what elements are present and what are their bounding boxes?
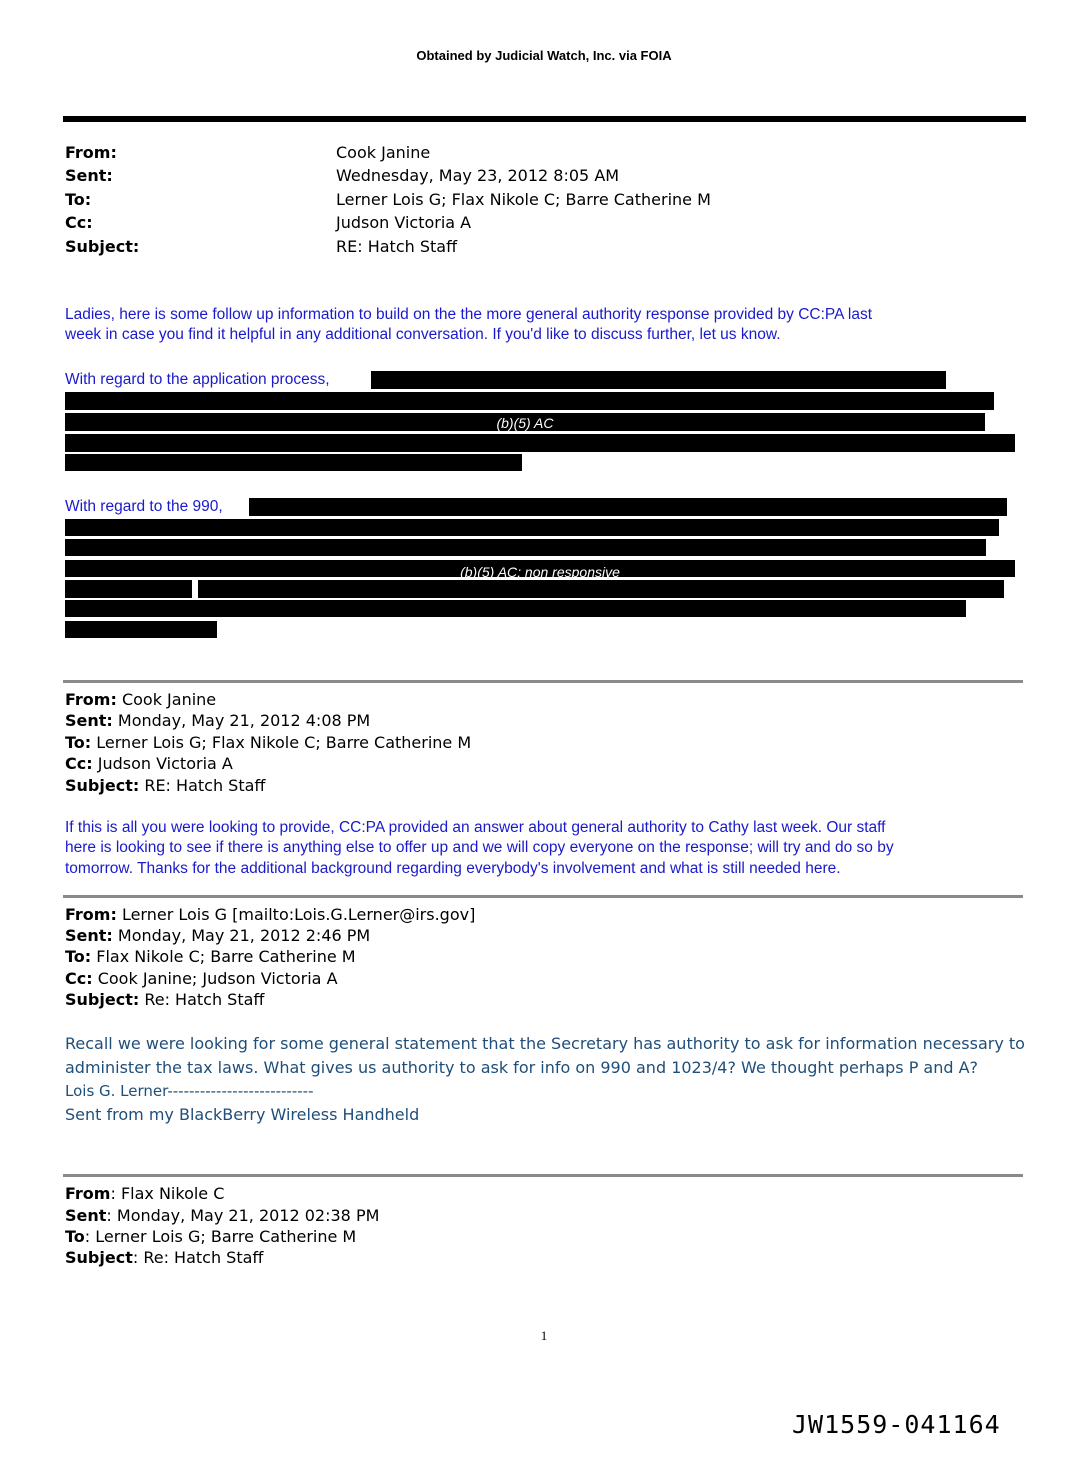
email3-body-line2: administer the tax laws. What gives us authority to ask for info on 990 and 1023/4? We thought perhaps P and A? bbox=[65, 1058, 979, 1077]
email4-to: To: Lerner Lois G; Barre Catherine M bbox=[65, 1227, 357, 1246]
email-divider bbox=[63, 1174, 1023, 1177]
email3-from: From: Lerner Lois G [mailto:Lois.G.Lerner@irs.gov] bbox=[65, 905, 476, 924]
redaction-block bbox=[65, 434, 1015, 452]
redaction-block bbox=[371, 371, 946, 389]
cc-value: Judson Victoria A bbox=[336, 213, 472, 232]
email3-to: To: Flax Nikole C; Barre Catherine M bbox=[65, 947, 356, 966]
to-value: Lerner Lois G; Flax Nikole C; Barre Catherine M bbox=[336, 190, 711, 209]
email1-intro-line2: week in case you find it helpful in any additional conversation. If you'd like to discuss further, let us know. bbox=[65, 326, 781, 343]
redaction-block bbox=[65, 600, 966, 617]
redaction-label: (b)(5) AC; non responsive bbox=[460, 564, 620, 580]
email1-intro-line1: Ladies, here is some follow up information to build on the the more general authority response provided by CC:PA last bbox=[65, 306, 873, 323]
from-value: Cook Janine bbox=[336, 143, 431, 162]
email4-from: From: Flax Nikole C bbox=[65, 1184, 225, 1203]
email2-body-line3: tomorrow. Thanks for the additional background regarding everybody's involvement and what is still needed here. bbox=[65, 860, 841, 877]
redaction-block bbox=[65, 539, 986, 556]
email3-sent: Sent: Monday, May 21, 2012 2:46 PM bbox=[65, 926, 371, 945]
email1-para2-start: With regard to the 990, bbox=[65, 498, 223, 515]
redaction-block bbox=[65, 454, 522, 471]
subject-value: RE: Hatch Staff bbox=[336, 237, 458, 256]
redaction-block-labeled bbox=[65, 560, 1015, 580]
sent-value: Wednesday, May 23, 2012 8:05 AM bbox=[336, 166, 620, 185]
email-divider bbox=[63, 895, 1023, 898]
email2-body-line2: here is looking to see if there is anything else to offer up and we will copy everyone on the response; will try and do so by bbox=[65, 839, 894, 856]
email2-sent: Sent: Monday, May 21, 2012 4:08 PM bbox=[65, 711, 371, 730]
email3-body-line1: Recall we were looking for some general statement that the Secretary has authority to ask for information necessary to bbox=[65, 1034, 1025, 1053]
redaction-block bbox=[65, 392, 994, 410]
bates-number: JW1559-041164 bbox=[792, 1410, 1001, 1439]
redaction-block bbox=[65, 621, 217, 638]
redaction-block bbox=[65, 580, 192, 598]
from-label: From: bbox=[65, 143, 117, 162]
redaction-block bbox=[249, 498, 1007, 516]
subject-label: Subject: bbox=[65, 237, 140, 256]
email4-subject: Subject: Re: Hatch Staff bbox=[65, 1248, 264, 1267]
redaction-label: (b)(5) AC bbox=[496, 415, 554, 431]
cc-label: Cc: bbox=[65, 213, 93, 232]
redaction-block bbox=[65, 519, 999, 536]
email1-para1-start: With regard to the application process, bbox=[65, 371, 330, 388]
email2-cc: Cc: Judson Victoria A bbox=[65, 754, 233, 773]
page-number: 1 bbox=[540, 1328, 548, 1343]
email3-cc: Cc: Cook Janine; Judson Victoria A bbox=[65, 969, 338, 988]
email3-sent-from: Sent from my BlackBerry Wireless Handheld bbox=[65, 1105, 420, 1124]
email3-subject: Subject: Re: Hatch Staff bbox=[65, 990, 265, 1009]
sent-label: Sent: bbox=[65, 166, 113, 185]
email2-from: From: Cook Janine bbox=[65, 690, 217, 709]
email2-subject: Subject: RE: Hatch Staff bbox=[65, 776, 266, 795]
redaction-block bbox=[198, 580, 1004, 598]
email3-signature: Lois G. Lerner--------------------------- bbox=[65, 1082, 314, 1100]
email4-sent: Sent: Monday, May 21, 2012 02:38 PM bbox=[65, 1206, 380, 1225]
to-label: To: bbox=[65, 190, 92, 209]
email2-body-line1: If this is all you were looking to provide, CC:PA provided an answer about general authority to Cathy last week. Our staff bbox=[65, 819, 886, 836]
email2-to: To: Lerner Lois G; Flax Nikole C; Barre Catherine M bbox=[65, 733, 472, 752]
foia-banner: Obtained by Judicial Watch, Inc. via FOIA bbox=[416, 48, 672, 63]
email-divider bbox=[63, 680, 1023, 683]
redaction-block-labeled bbox=[65, 413, 985, 431]
header-divider bbox=[63, 116, 1026, 122]
